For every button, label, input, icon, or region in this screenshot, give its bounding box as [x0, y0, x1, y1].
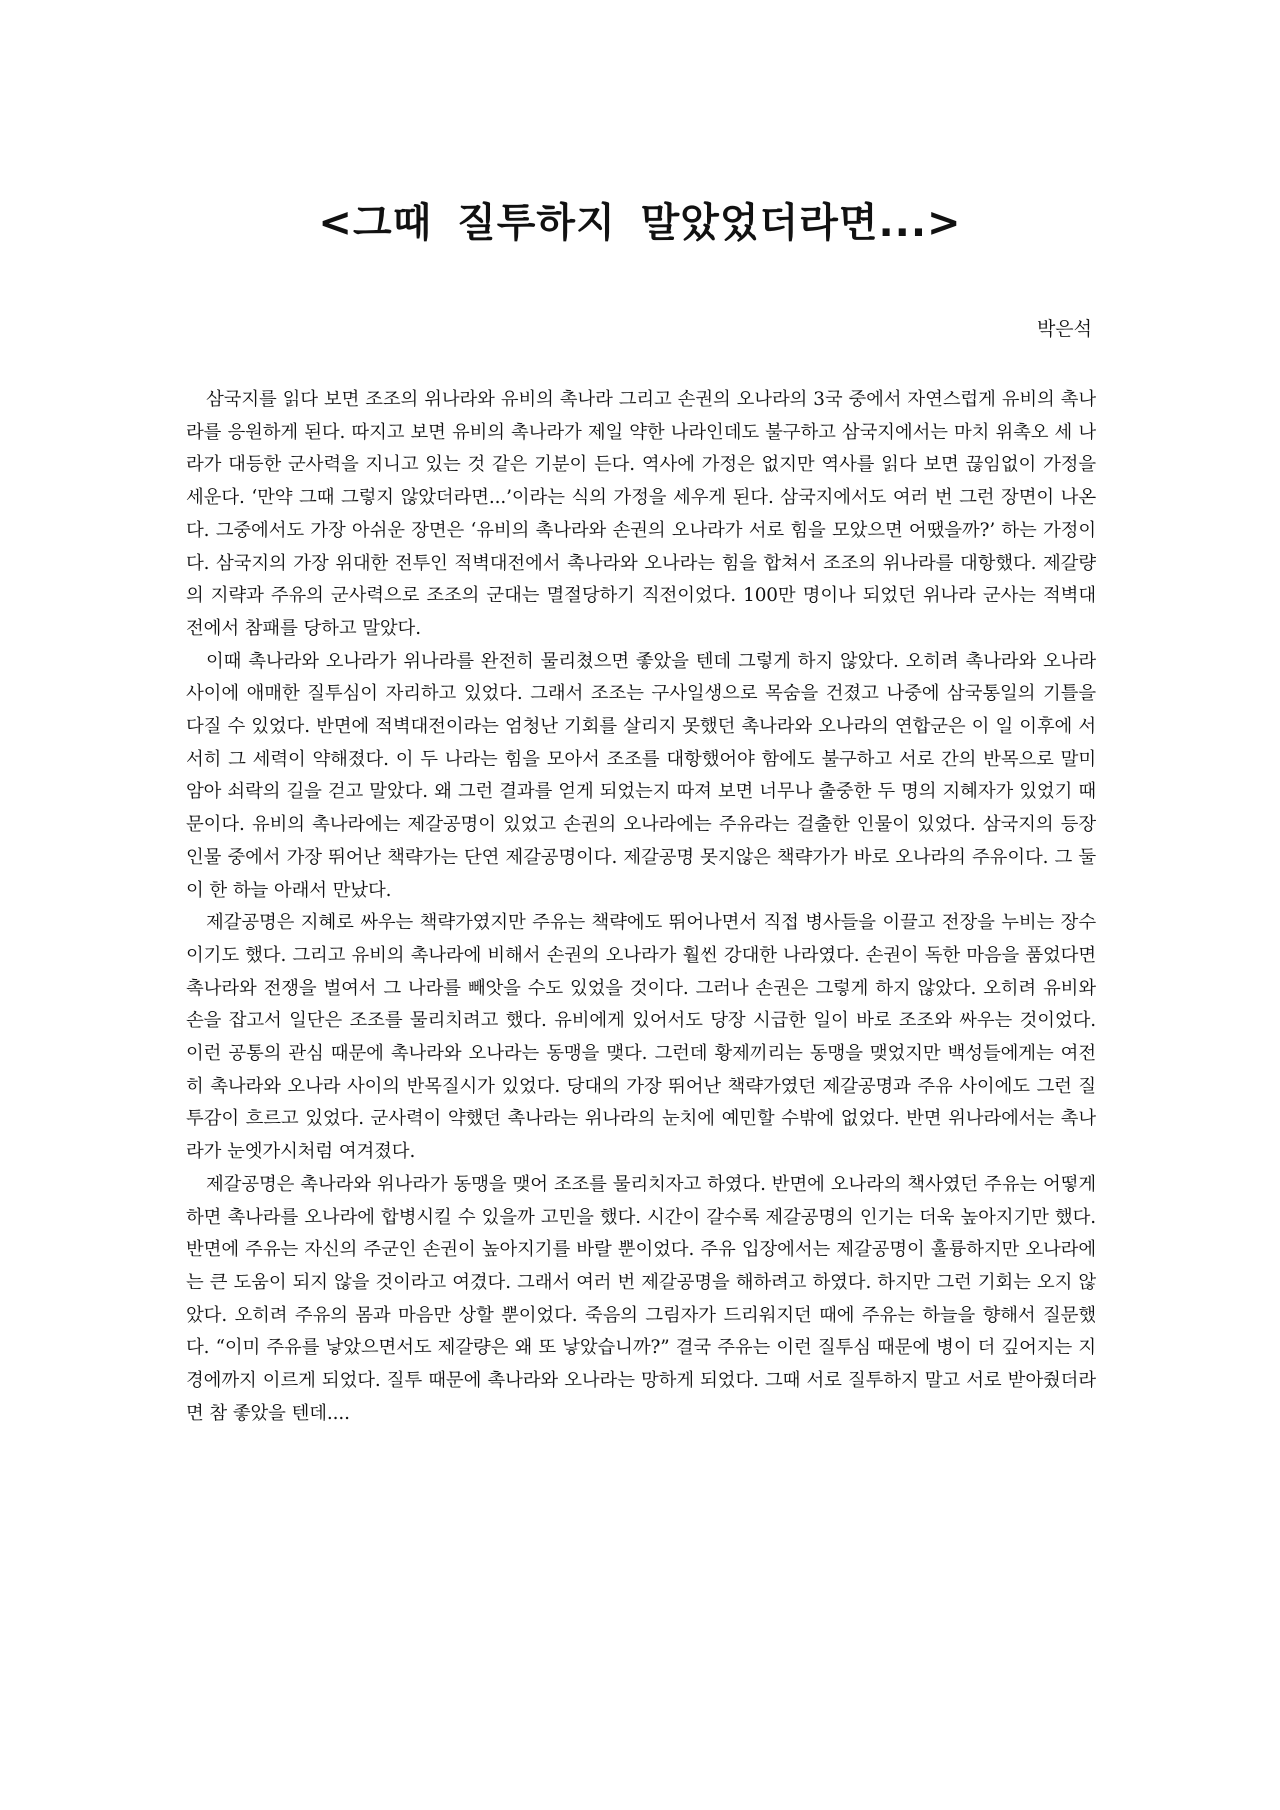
- paragraph: 제갈공명은 촉나라와 위나라가 동맹을 맺어 조조를 물리치자고 하였다. 반면에 오나라의 책사였던 주유는 어떻게 하면 촉나라를 오나라에 합병시킬 수 있을까 고민을 했다. 시간이 갈수록 제갈공명의 인기는 더욱 높아지기만 했다. 반면에 주유는 자신의 주군인 손권이 높아지기를 바랄 뿐이었다. 주유 입장에서는 제갈공명이 훌륭하지만 오나라에는 큰 도움이 되지 않을 것이라고 여겼다. 그래서 여러 번 제갈공명을 해하려고 하였다. 하지만 그런 기회는 오지 않았다. 오히려 주유의 몸과 마음만 상할 뿐이었다. 죽음의 그림자가 드리워지던 때에 주유는 하늘을 향해서 질문했다. “이미 주유를 낳았으면서도 제갈량은 왜 또 낳았습니까?” 결국 주유는 이런 질투심 때문에 병이 더 깊어지는 지경에까지 이르게 되었다. 질투 때문에 촉나라와 오나라는 망하게 되었다. 그때 서로 질투하지 말고 서로 받아줬더라면 참 좋았을 텐데....: [186, 1173, 1096, 1424]
- paragraph: 제갈공명은 지혜로 싸우는 책략가였지만 주유는 책략에도 뛰어나면서 직접 병사들을 이끌고 전장을 누비는 장수이기도 했다. 그리고 유비의 촉나라에 비해서 손권의 오나라가 훨씬 강대한 나라였다. 손권이 독한 마음을 품었다면 촉나라와 전쟁을 벌여서 그 나라를 빼앗을 수도 있었을 것이다. 그러나 손권은 그렇게 하지 않았다. 오히려 유비와 손을 잡고서 일단은 조조를 물리치려고 했다. 유비에게 있어서도 당장 시급한 일이 바로 조조와 싸우는 것이었다. 이런 공통의 관심 때문에 촉나라와 오나라는 동맹을 맺다. 그런데 황제끼리는 동맹을 맺었지만 백성들에게는 여전히 촉나라와 오나라 사이의 반목질시가 있었다. 당대의 가장 뛰어난 책략가였던 제갈공명과 주유 사이에도 그런 질투감이 흐르고 있었다. 군사력이 약했던 촉나라는 위나라의 눈치에 예민할 수밖에 없었다. 반면 위나라에서는 촉나라가 눈엣가시처럼 여겨졌다.: [186, 912, 1096, 1163]
- document-title: <그때 질투하지 말았었더라면...>: [318, 200, 962, 246]
- paragraph: 이때 촉나라와 오나라가 위나라를 완전히 물리쳤으면 좋았을 텐데 그렇게 하지 않았다. 오히려 촉나라와 오나라 사이에 애매한 질투심이 자리하고 있었다. 그래서 조조는 구사일생으로 목숨을 건졌고 나중에 삼국통일의 기틀을 다질 수 있었다. 반면에 적벽대전이라는 엄청난 기회를 살리지 못했던 촉나라와 오나라의 연합군은 이 일 이후에 서서히 그 세력이 약해졌다. 이 두 나라는 힘을 모아서 조조를 대항했어야 함에도 불구하고 서로 간의 반목으로 말미암아 쇠락의 길을 걷고 말았다. 왜 그런 결과를 얻게 되었는지 따져 보면 너무나 출중한 두 명의 지혜자가 있었기 때문이다. 유비의 촉나라에는 제갈공명이 있었고 손권의 오나라에는 주유라는 걸출한 인물이 있었다. 삼국지의 등장인물 중에서 가장 뛰어난 책략가는 단연 제갈공명이다. 제갈공명 못지않은 책략가가 바로 오나라의 주유이다. 그 둘이 한 하늘 아래서 만났다.: [186, 650, 1096, 901]
- author-name: 박은석: [1036, 318, 1092, 340]
- body-text: [186, 384, 1096, 1431]
- paragraph: 삼국지를 읽다 보면 조조의 위나라와 유비의 촉나라 그리고 손권의 오나라의 3국 중에서 자연스럽게 유비의 촉나라를 응원하게 된다. 따지고 보면 유비의 촉나라가 제일 약한 나라인데도 불구하고 삼국지에서는 마치 위촉오 세 나라가 대등한 군사력을 지니고 있는 것 같은 기분이 든다. 역사에 가정은 없지만 역사를 읽다 보면 끊임없이 가정을 세운다. ‘만약 그때 그렇지 않았더라면...’이라는 식의 가정을 세우게 된다. 삼국지에서도 여러 번 그런 장면이 나온다. 그중에서도 가장 아쉬운 장면은 ‘유비의 촉나라와 손권의 오나라가 서로 힘을 모았으면 어땠을까?’ 하는 가정이다. 삼국지의 가장 위대한 전투인 적벽대전에서 촉나라와 오나라는 힘을 합쳐서 조조의 위나라를 대항했다. 제갈량의 지략과 주유의 군사력으로 조조의 군대는 멸절당하기 직전이었다. 100만 명이나 되었던 위나라 군사는 적벽대전에서 참패를 당하고 말았다.: [186, 389, 1096, 639]
